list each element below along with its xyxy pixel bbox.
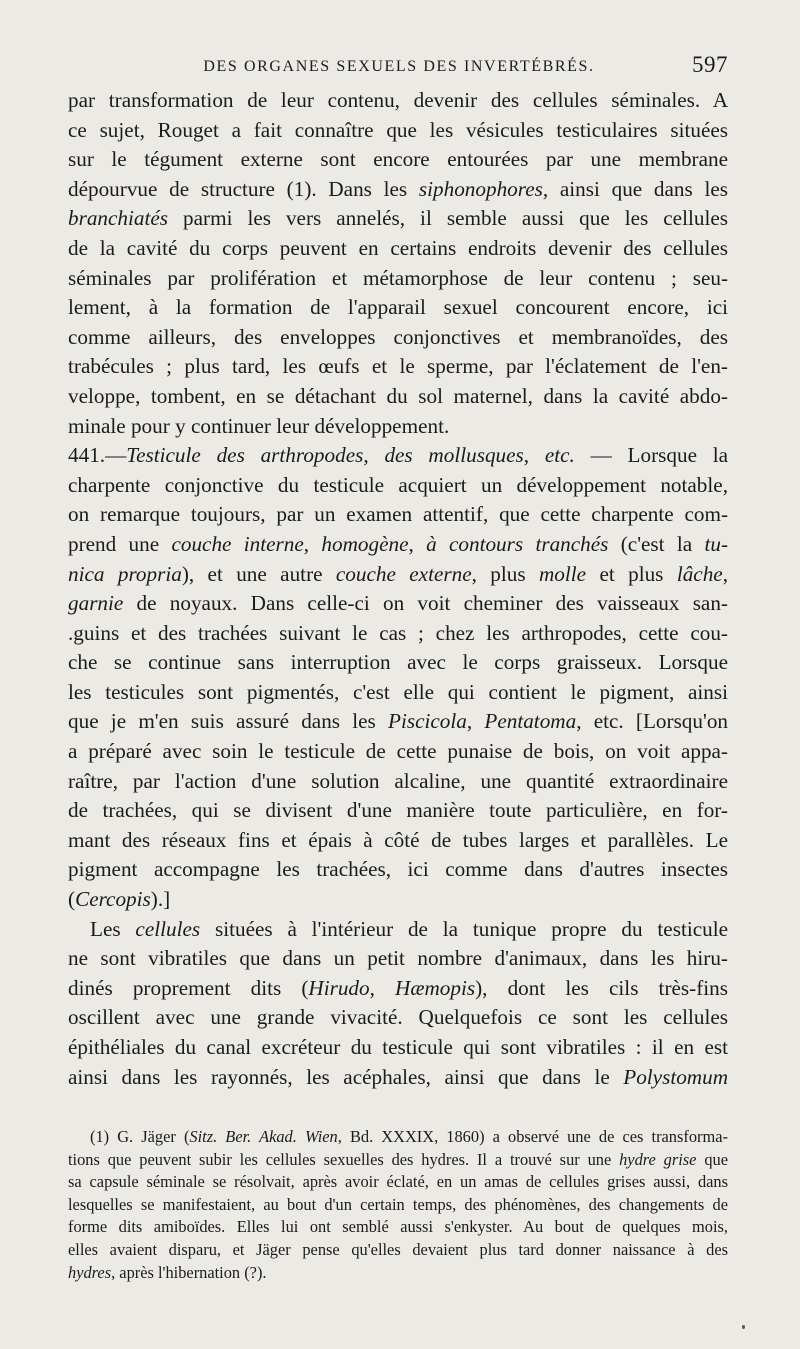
page-header xyxy=(70,52,728,88)
text-line: a préparé avec soin le testicule de cette punaise de bois, on voit appa- xyxy=(68,739,728,764)
text-line: .guins et des trachées suivant le cas ; chez les arthropodes, cette cou- xyxy=(68,620,728,645)
footnote-line: sa capsule séminale se résolvait, après avoir éclaté, en un amas de cellules grises aussi, dans xyxy=(68,1172,728,1192)
text-line: che se continue sans interruption avec le corps graisseux. Lorsque xyxy=(68,650,728,675)
text-line: garnie de noyaux. Dans celle-ci on voit cheminer des vaisseaux san- xyxy=(68,591,728,616)
main-text xyxy=(68,86,728,1092)
text-line: ne sont vibratiles que dans un petit nombre d'animaux, dans les hiru- xyxy=(68,946,728,971)
text-line: raître, par l'action d'une solution alcaline, une quantité extraordinaire xyxy=(68,768,728,793)
text-line: comme ailleurs, des enveloppes conjonctives et membranoïdes, des xyxy=(68,324,728,349)
section-number: 441.— xyxy=(68,443,127,468)
text-line: veloppe, tombent, en se détachant du sol maternel, dans la cavité abdo- xyxy=(68,383,728,408)
footnote-line: (1) G. Jäger (Sitz. Ber. Akad. Wien, Bd. XXXIX, 1860) a observé une de ces transforma- xyxy=(90,1127,728,1146)
ink-speck xyxy=(742,1325,745,1329)
text-line: par transformation de leur contenu, devenir des cellules séminales. A xyxy=(68,88,728,112)
text-line: lement, à la formation de l'apparail sexuel concourent encore, ici xyxy=(68,295,728,320)
text-line: sur le tégument externe sont encore entourées par une membrane xyxy=(68,147,728,172)
footnote-line: hydres, après l'hibernation (?). xyxy=(68,1262,267,1282)
text-line: de la cavité du corps peuvent en certains endroits devenir des cellules xyxy=(68,235,728,260)
section-heading-line: 441.—Testicule des arthropodes, des mollusques, etc. — Lorsque la xyxy=(68,443,729,468)
text-line: charpente conjonctive du testicule acquiert un développement notable, xyxy=(68,472,728,497)
text-line: de trachées, qui se divisent d'une manière toute particulière, en for- xyxy=(68,798,728,823)
text-line: dépourvue de structure (1). Dans les siphonophores, ainsi que dans les xyxy=(68,176,728,201)
text-line: minale pour y continuer leur développement. xyxy=(68,413,450,438)
text-line: trabécules ; plus tard, les œufs et le sperme, par l'éclatement de l'en- xyxy=(68,354,728,379)
text-line: ainsi dans les rayonnés, les acéphales, ainsi que dans le Polystomum xyxy=(68,1064,728,1089)
text-line: on remarque toujours, par un examen attentif, que cette charpente com- xyxy=(68,502,728,527)
page-number: 597 xyxy=(692,52,728,77)
text-line: Les cellules situées à l'intérieur de la tunique propre du testicule xyxy=(90,916,728,941)
text-line: prend une couche interne, homogène, à contours tranchés (c'est la tu- xyxy=(68,531,729,556)
text-line: séminales par prolifération et métamorphose de leur contenu ; seu- xyxy=(68,265,728,290)
footnote-line: forme dits amiboïdes. Elles lui ont semblé aussi s'enkyster. Au bout de quelques mois, xyxy=(68,1217,728,1237)
footnote-line: tions que peuvent subir les cellules sexuelles des hydres. Il a trouvé sur une hydre grise que xyxy=(68,1149,728,1169)
footnote-line: lesquelles se manifestaient, au bout d'un certain temps, des phénomènes, des changements de xyxy=(68,1194,728,1214)
footnote-line: elles avaient disparu, et Jäger pense qu'elles devaient plus tard donner naissance à des xyxy=(68,1239,728,1259)
text-line: pigment accompagne les trachées, ici comme dans d'autres insectes xyxy=(68,857,728,882)
text-line: les testicules sont pigmentés, c'est elle qui contient le pigment, ainsi xyxy=(68,679,728,704)
footnote xyxy=(68,1126,728,1284)
text-line: ce sujet, Rouget a fait connaître que les vésicules testiculaires situées xyxy=(68,117,728,142)
text-line: oscillent avec une grande vivacité. Quelquefois ce sont les cellules xyxy=(68,1005,728,1030)
text-line: que je m'en suis assuré dans les Piscicola, Pentatoma, etc. [Lorsqu'on xyxy=(68,709,729,734)
text-line: dinés proprement dits (Hirudo, Hæmopis), dont les cils très-fins xyxy=(68,975,728,1000)
running-head: DES ORGANES SEXUELS DES INVERTÉBRÉS. xyxy=(203,58,595,75)
text-line: (Cercopis).] xyxy=(68,887,171,912)
text-line: branchiatés parmi les vers annelés, il semble aussi que les cellules xyxy=(68,206,728,231)
text-line: épithéliales du canal excréteur du testicule qui sont vibratiles : il en est xyxy=(68,1035,728,1059)
text-line: mant des réseaux fins et épais à côté de tubes larges et parallèles. Le xyxy=(68,827,728,852)
text-line: nica propria), et une autre couche externe, plus molle et plus lâche, xyxy=(68,561,728,586)
